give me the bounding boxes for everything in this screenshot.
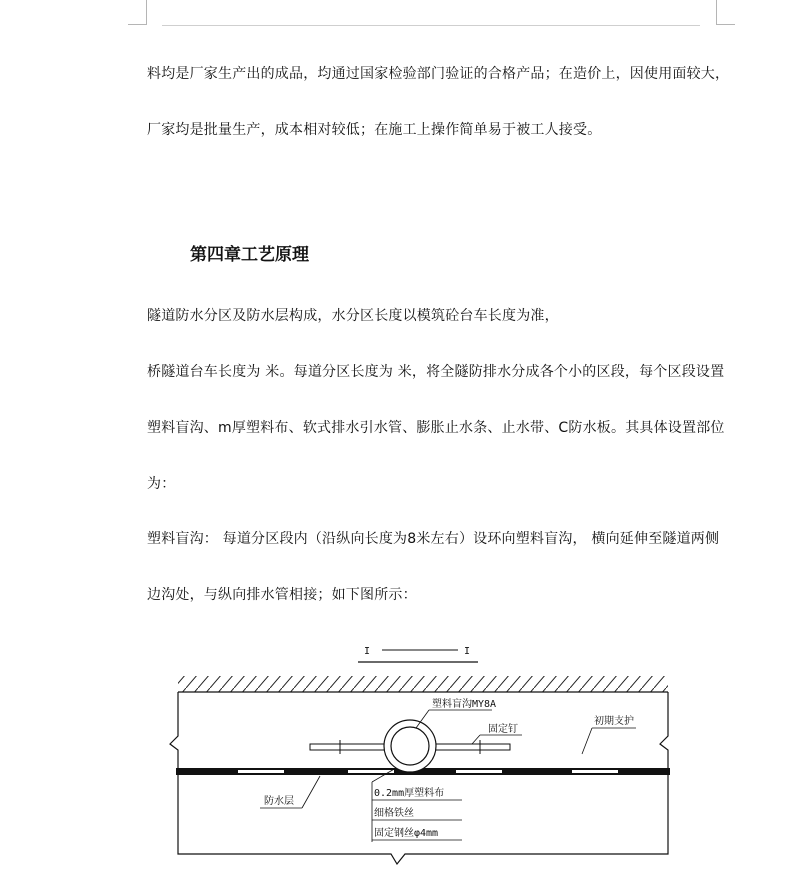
crop-mark-top-right: [716, 0, 735, 25]
body-line: 塑料盲沟、m厚塑料布、软式排水引水管、膨胀止水条、止水带、C防水板。其具体设置部位: [147, 420, 725, 436]
chapter-heading: 第四章工艺原理: [190, 245, 309, 265]
label-blind-ditch: 塑料盲沟MY8A: [432, 699, 497, 710]
section-marker: [358, 646, 478, 662]
body-line: 隧道防水分区及防水层构成，水分区长度以模筑砼台车长度为准，: [147, 308, 559, 324]
paragraph-line: 料均是厂家生产出的成品，均通过国家检验部门验证的合格产品；在造价上，因使用面较大，: [147, 66, 730, 82]
blind-ditch-diagram: [150, 632, 690, 872]
section-mark-right: I: [464, 646, 471, 657]
section-mark-left: I: [364, 646, 371, 657]
body-line: 边沟处，与纵向排水管相接；如下图所示：: [147, 587, 417, 603]
body-line: 塑料盲沟： 每道分区段内（沿纵向长度为8米左右）设环向塑料盲沟， 横向延伸至隧道两侧: [147, 531, 720, 547]
label-fine-wire: 细格铁丝: [374, 808, 414, 819]
label-plastic-cloth: 0.2mm厚塑料布: [374, 788, 445, 799]
paragraph-line: 厂家均是批量生产，成本相对较低；在施工上操作简单易于被工人接受。: [147, 122, 602, 138]
body-line: 桥隧道台车长度为 米。每道分区长度为 米，将全隧防排水分成各个小的区段，每个区段设置: [147, 364, 725, 380]
crop-mark-top-left: [128, 0, 147, 25]
label-waterproof-layer: 防水层: [264, 796, 294, 807]
blind-ditch-pipe: [310, 720, 510, 772]
label-initial-support: 初期支护: [594, 716, 634, 727]
body-line: 为：: [147, 476, 176, 492]
label-fixing-nail: 固定钉: [488, 724, 518, 735]
rock-hatching: [178, 676, 668, 692]
label-steel-wire: 固定钢丝φ4mm: [374, 828, 439, 839]
header-rule: [162, 25, 700, 26]
